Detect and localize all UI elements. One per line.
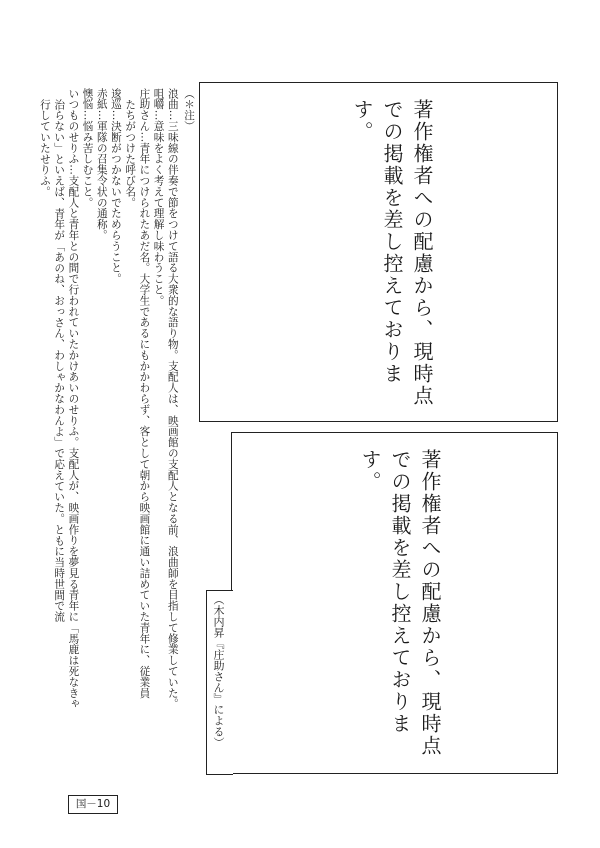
- source-credit: （木内昇『庄助さん』による）: [212, 594, 225, 748]
- notes-title: （＊注）: [183, 88, 195, 132]
- note-item: 浪曲…三味線の伴奏で節をつけて語る大衆的な語り物。支配人は、映画館の支配人となる前、浪曲師を目指して修業していた。: [166, 88, 179, 710]
- note-item-continuation: 治らない」といえば、青年が「あのね、おっさん、わしゃかなわんよ」で応えていた。ともに当時世間で流: [53, 98, 66, 622]
- note-item: 咀嚼…意味をよく考えて理解し味わうこと。: [152, 88, 165, 306]
- page-number: 国－10: [68, 795, 118, 814]
- annotation-notes: [40, 88, 196, 748]
- copyright-placeholder-box-top: [199, 82, 558, 422]
- note-item: いつものせりふ…支配人と青年との間で行われていたかけあいのせりふ。支配人が、映画作りを夢見る青年に「馬鹿は死なきゃ: [67, 88, 80, 710]
- copyright-placeholder-box-bottom: [231, 432, 558, 774]
- note-item: 逡巡…決断がつかないでためらうこと。: [109, 88, 122, 285]
- note-item: 懊悩…悩み苦しむこと。: [81, 88, 94, 208]
- note-item: 庄助さん…青年につけられたあだ名。大学生であるにもかかわらず、客として朝から映画館に通い詰めていた青年に、従業員: [138, 88, 151, 699]
- note-item: 赤紙…軍隊の召集令状の通称。: [95, 88, 108, 241]
- note-item-continuation: たちがつけた呼び名。: [124, 98, 137, 208]
- copyright-notice-text: 著作権者への配慮から、現時点での掲載を差し控えております。: [358, 449, 442, 757]
- copyright-notice-text: 著作権者への配慮から、現時点での掲載を差し控えております。: [350, 99, 434, 407]
- note-item-continuation: 行していたせりふ。: [38, 98, 51, 197]
